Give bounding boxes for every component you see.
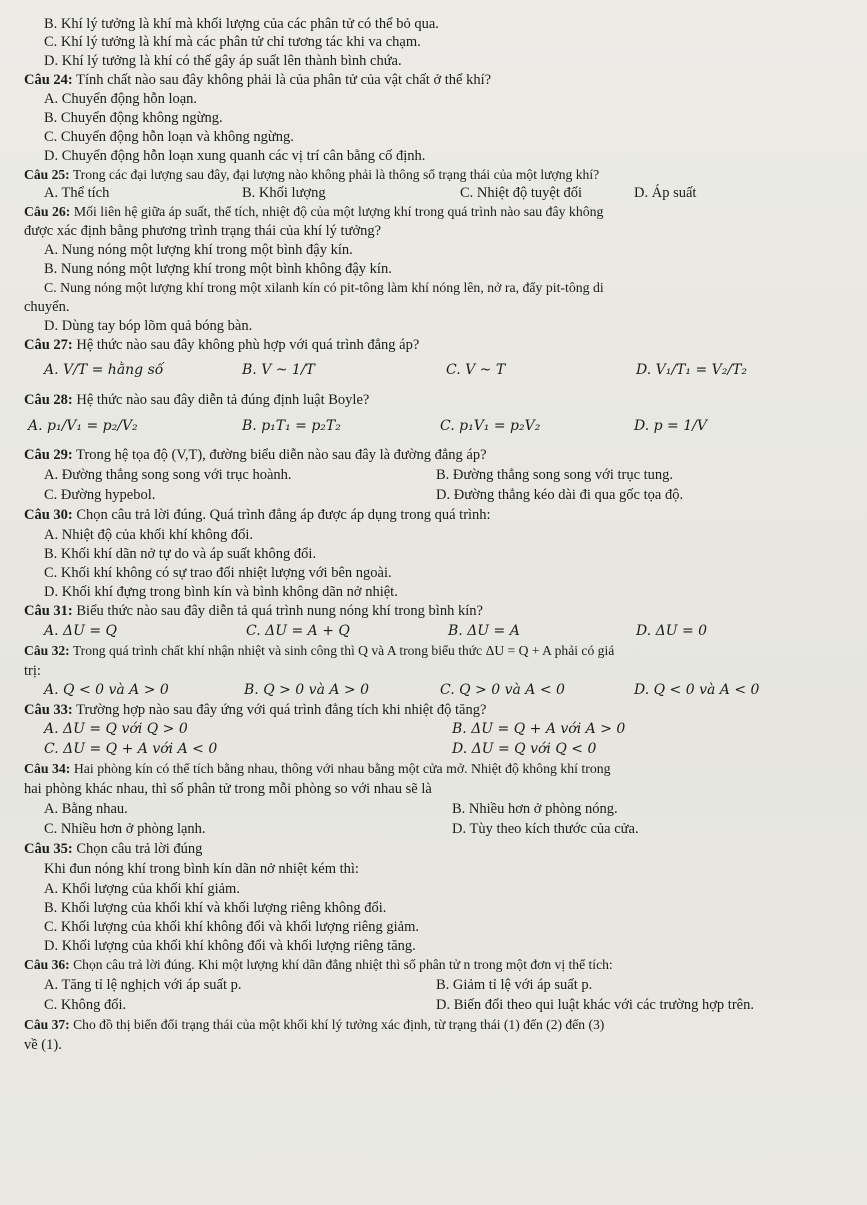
option-31c: C. ΔU = A + Q — [246, 623, 350, 639]
option-27b: B. V ~ 1/T — [242, 362, 315, 378]
question-24: Câu 24: Tính chất nào sau đây không phải là của phân tử của vật chất ở thể khí? — [24, 72, 492, 88]
option-30b: B. Khối khí dãn nở tự do và áp suất không đổi. — [44, 546, 317, 562]
option-26c: C. Nung nóng một lượng khí trong một xilanh kín có pit-tông làm khí nóng lên, nở ra, đẩy pit-tông di — [44, 280, 604, 295]
option-23d: D. Khí lý tưởng là khí có thể gây áp suất lên thành bình chứa. — [44, 53, 402, 69]
option-35a: A. Khối lượng của khối khí giảm. — [44, 881, 240, 897]
option-25a: A. Thể tích — [44, 185, 110, 201]
question-25: Câu 25: Trong các đại lượng sau đây, đại lượng nào không phải là thông số trạng thái của một lượng khí? — [24, 167, 600, 182]
question-26: Câu 26: Mối liên hệ giữa áp suất, thể tích, nhiệt độ của một lượng khí trong quá trình nào sau đây không — [24, 204, 604, 219]
option-33d: D. ΔU = Q với Q < 0 — [452, 741, 597, 757]
option-34c: C. Nhiều hơn ở phòng lạnh. — [44, 821, 206, 837]
question-29: Câu 29: Trong hệ tọa độ (V,T), đường biểu diễn nào sau đây là đường đẳng áp? — [24, 447, 487, 463]
option-23c: C. Khí lý tưởng là khí mà các phân tử chỉ tương tác khi va chạm. — [44, 34, 421, 50]
option-33b: B. ΔU = Q + A với A > 0 — [452, 721, 626, 737]
option-32b: B. Q > 0 và A > 0 — [244, 682, 370, 698]
option-27d: D. V₁/T₁ = V₂/T₂ — [636, 362, 748, 378]
question-30: Câu 30: Chọn câu trả lời đúng. Quá trình đẳng áp được áp dụng trong quá trình: — [24, 507, 491, 523]
option-28c: C. p₁V₁ = p₂V₂ — [440, 418, 541, 434]
question-37: Câu 37: Cho đồ thị biến đổi trạng thái của một khối khí lý tưởng xác định, từ trạng thái (1) đến (2) đến (3) — [24, 1017, 605, 1032]
option-25d: D. Áp suất — [634, 185, 697, 201]
option-24c: C. Chuyển động hỗn loạn và không ngừng. — [44, 129, 294, 145]
question-26-line-2: được xác định bằng phương trình trạng thái của khí lý tưởng? — [24, 223, 382, 239]
option-36c: C. Không đổi. — [44, 997, 127, 1013]
option-29b: B. Đường thẳng song song với trục tung. — [436, 467, 674, 483]
option-29d: D. Đường thẳng kéo dài đi qua gốc tọa độ. — [436, 487, 684, 503]
option-36a: A. Tăng tỉ lệ nghịch với áp suất p. — [44, 977, 242, 993]
question-35: Câu 35: Chọn câu trả lời đúng — [24, 841, 203, 857]
option-35d: D. Khối lượng của khối khí không đổi và khối lượng riêng tăng. — [44, 938, 416, 954]
option-31d: D. ΔU = 0 — [636, 623, 708, 639]
option-24d: D. Chuyển động hỗn loạn xung quanh các vị trí cân bằng cố định. — [44, 148, 426, 164]
option-25c: C. Nhiệt độ tuyệt đối — [460, 185, 583, 201]
option-26a: A. Nung nóng một lượng khí trong một bình đậy kín. — [44, 242, 353, 258]
option-34a: A. Bằng nhau. — [44, 801, 128, 817]
option-30c: C. Khối khí không có sự trao đổi nhiệt lượng với bên ngoài. — [44, 565, 392, 581]
option-28d: D. p = 1/V — [634, 418, 707, 434]
option-34b: B. Nhiều hơn ở phòng nóng. — [452, 801, 618, 817]
question-28: Câu 28: Hệ thức nào sau đây diễn tả đúng định luật Boyle? — [24, 392, 370, 408]
option-27c: C. V ~ T — [446, 362, 506, 378]
option-33c: C. ΔU = Q + A với A < 0 — [44, 741, 218, 757]
question-32-line-2: trị: — [24, 663, 41, 679]
question-34: Câu 34: Hai phòng kín có thể tích bằng nhau, thông với nhau bằng một cửa mở. Nhiệt độ không khí trong — [24, 761, 611, 776]
option-32c: C. Q > 0 và A < 0 — [440, 682, 565, 698]
option-36d: D. Biến đổi theo qui luật khác với các trường hợp trên. — [436, 997, 754, 1013]
question-27: Câu 27: Hệ thức nào sau đây không phù hợp với quá trình đẳng áp? — [24, 337, 420, 353]
question-33: Câu 33: Trường hợp nào sau đây ứng với quá trình đẳng tích khi nhiệt độ tăng? — [24, 702, 487, 718]
option-35b: B. Khối lượng của khối khí và khối lượng riêng không đổi. — [44, 900, 387, 916]
option-26d: D. Dùng tay bóp lõm quả bóng bàn. — [44, 318, 253, 334]
option-23b: B. Khí lý tưởng là khí mà khối lượng của các phân tử có thể bỏ qua. — [44, 16, 439, 32]
option-26b: B. Nung nóng một lượng khí trong một bình không đậy kín. — [44, 261, 392, 277]
option-34d: D. Tùy theo kích thước của cửa. — [452, 821, 639, 837]
option-24b: B. Chuyển động không ngừng. — [44, 110, 223, 126]
option-28a: A. p₁/V₁ = p₂/V₂ — [28, 418, 138, 434]
option-32a: A. Q < 0 và A > 0 — [44, 682, 169, 698]
question-32: Câu 32: Trong quá trình chất khí nhận nhiệt và sinh công thì Q và A trong biểu thức ΔU = Q + A phải có giá — [24, 643, 615, 658]
option-29c: C. Đường hypebol. — [44, 487, 156, 503]
option-35c: C. Khối lượng của khối khí không đổi và khối lượng riêng giảm. — [44, 919, 419, 935]
question-35-line-2: Khi đun nóng khí trong bình kín dãn nở nhiệt kém thì: — [44, 861, 359, 877]
option-31b: B. ΔU = A — [448, 623, 520, 639]
option-26c-line-2: chuyển. — [24, 299, 70, 315]
question-36: Câu 36: Chọn câu trả lời đúng. Khi một lượng khí dãn đẳng nhiệt thì số phân tử n trong một đơn vị thể tích: — [24, 957, 613, 972]
option-29a: A. Đường thẳng song song với trục hoành. — [44, 467, 292, 483]
option-33a: A. ΔU = Q với Q > 0 — [44, 721, 188, 737]
option-28b: B. p₁T₁ = p₂T₂ — [242, 418, 341, 434]
option-32d: D. Q < 0 và A < 0 — [634, 682, 760, 698]
option-31a: A. ΔU = Q — [44, 623, 118, 639]
question-31: Câu 31: Biểu thức nào sau đây diễn tả quá trình nung nóng khí trong bình kín? — [24, 603, 483, 619]
option-25b: B. Khối lượng — [242, 185, 326, 201]
question-34-line-2: hai phòng khác nhau, thì số phân tử trong mỗi phòng so với nhau sẽ là — [24, 781, 432, 797]
option-30d: D. Khối khí đựng trong bình kín và bình không dãn nở nhiệt. — [44, 584, 398, 600]
option-24a: A. Chuyển động hỗn loạn. — [44, 91, 198, 107]
question-37-line-2: về (1). — [24, 1037, 62, 1053]
option-30a: A. Nhiệt độ của khối khí không đổi. — [44, 527, 254, 543]
option-36b: B. Giảm tỉ lệ với áp suất p. — [436, 977, 593, 993]
option-27a: A. V/T = hằng số — [44, 362, 164, 378]
